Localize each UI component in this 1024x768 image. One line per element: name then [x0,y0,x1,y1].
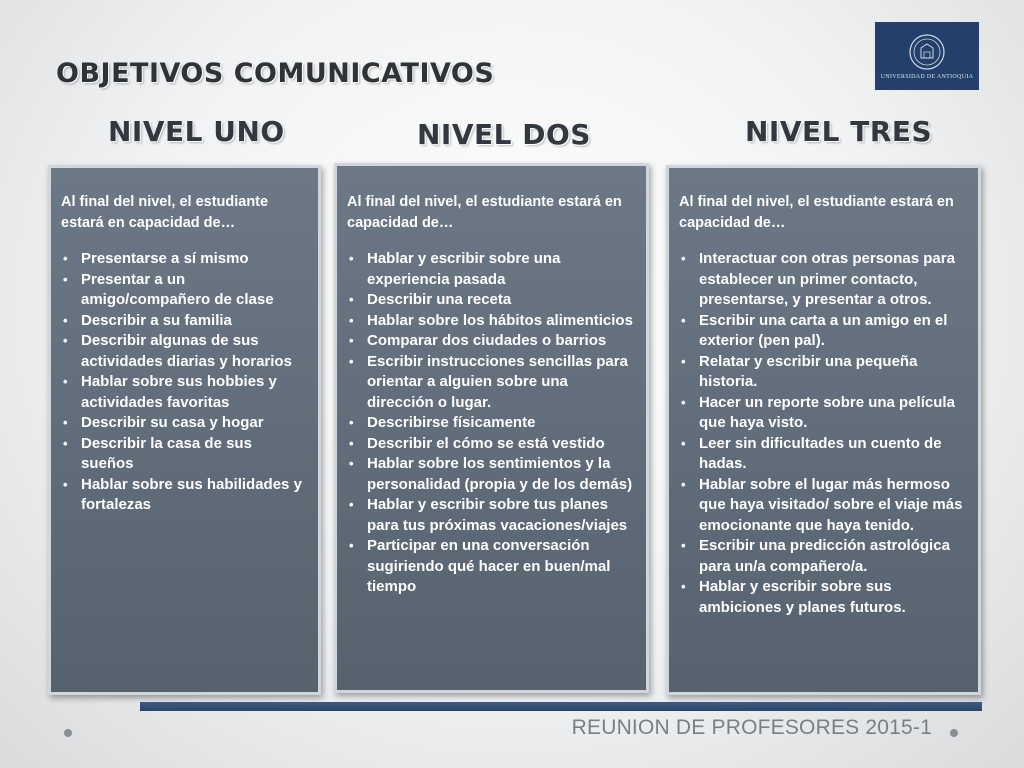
level-heading-dos: NIVEL DOS [417,118,591,151]
card-intro: Al final del nivel, el estudiante estará en capacidad de… [679,194,954,231]
list-item: • Hablar y escribir sobre una experiencia pasada [347,249,636,290]
list-item: • Hablar y escribir sobre sus ambiciones y planes futuros. [679,577,968,618]
card-intro: Al final del nivel, el estudiante estará en capacidad de… [347,194,622,231]
list-item: • Presentarse a sí mismo [61,249,308,270]
list-item: • Escribir instrucciones sencillas para orientar a alguien sobre una dirección o lugar. [347,352,636,414]
list-item: • Leer sin dificultades un cuento de hadas. [679,434,968,475]
objectives-list [679,249,968,618]
list-item: • Hablar y escribir sobre tus planes para tus próximas vacaciones/viajes [347,495,636,536]
card-nivel-tres [666,165,981,695]
list-item: • Escribir una carta a un amigo en el exterior (pen pal). [679,311,968,352]
list-item: • Participar en una conversación sugiriendo qué hacer en buen/mal tiempo [347,536,636,598]
university-logo [875,22,979,90]
list-item: • Escribir una predicción astrológica para un/a compañero/a. [679,536,968,577]
objectives-list [347,249,636,598]
list-item: • Describirse físicamente [347,413,636,434]
footer-bar [140,702,982,711]
list-item: • Describir una receta [347,290,636,311]
objectives-list [61,249,308,516]
footer-dot-left [64,729,72,737]
list-item: • Hacer un reporte sobre una película que haya visto. [679,393,968,434]
footer-text: REUNION DE PROFESORES 2015-1 [571,716,932,739]
card-nivel-dos [334,163,649,693]
level-heading-tres: NIVEL TRES [745,115,933,148]
list-item: • Hablar sobre los hábitos alimenticios [347,311,636,332]
card-intro: Al final del nivel, el estudiante estará en capacidad de… [61,194,269,231]
level-heading-uno: NIVEL UNO [108,115,285,148]
list-item: • Hablar sobre sus habilidades y fortalezas [61,475,308,516]
list-item: • Relatar y escribir una pequeña historia. [679,352,968,393]
logo-name: UNIVERSIDAD DE ANTIOQUIA [880,74,974,80]
list-item: • Interactuar con otras personas para establecer un primer contacto, presentarse, y presentar a otros. [679,249,968,311]
list-item: • Presentar a un amigo/compañero de clase [61,270,308,311]
slide-title: OBJETIVOS COMUNICATIVOS [56,58,495,89]
list-item: • Hablar sobre los sentimientos y la personalidad (propia y de los demás) [347,454,636,495]
list-item: • Describir su casa y hogar [61,413,308,434]
list-item: • Describir el cómo se está vestido [347,434,636,455]
university-seal-icon [907,32,947,72]
list-item: • Hablar sobre el lugar más hermoso que haya visitado/ sobre el viaje más emocionante que haya tenido. [679,475,968,537]
footer-dot-right [950,729,958,737]
list-item: • Describir algunas de sus actividades diarias y horarios [61,331,308,372]
card-nivel-uno [48,165,321,695]
list-item: • Comparar dos ciudades o barrios [347,331,636,352]
list-item: • Describir la casa de sus sueños [61,434,308,475]
list-item: • Hablar sobre sus hobbies y actividades favoritas [61,372,308,413]
list-item: • Describir a su familia [61,311,308,332]
